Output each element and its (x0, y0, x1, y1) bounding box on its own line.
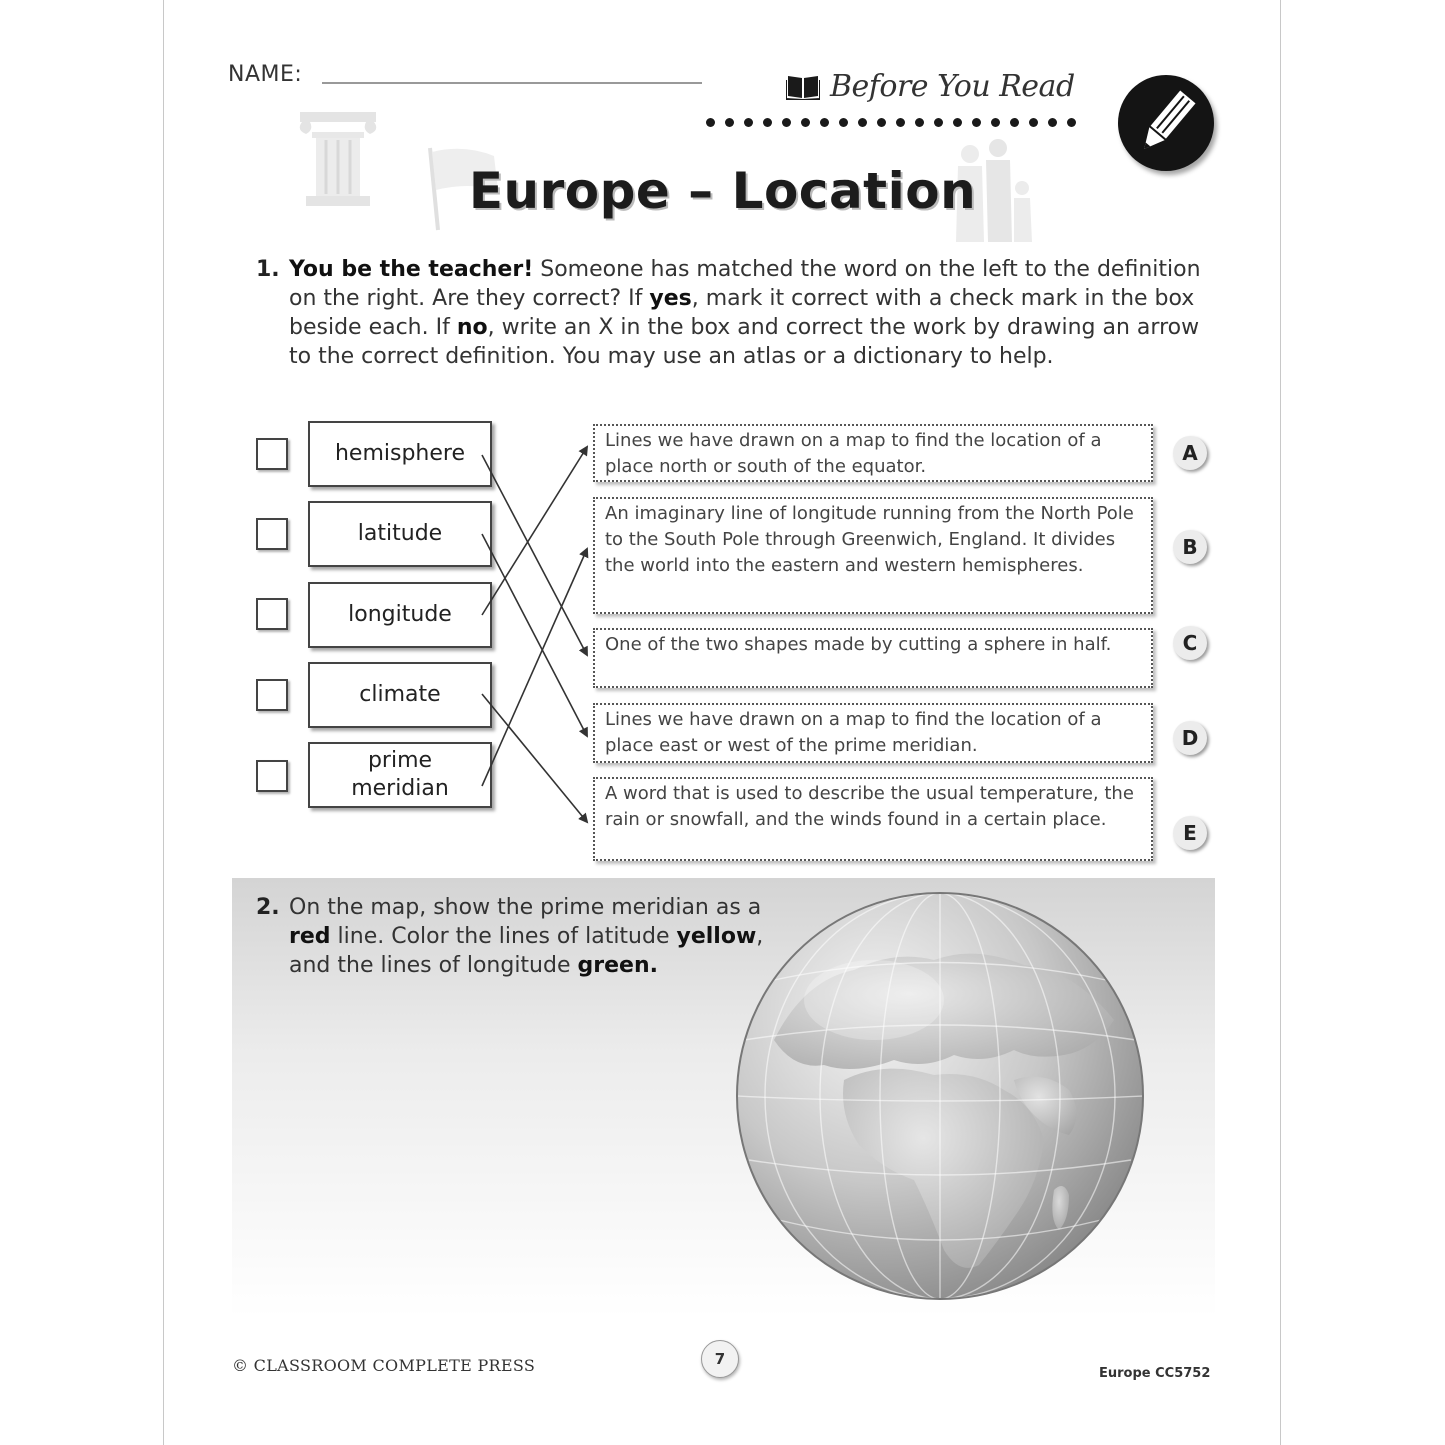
name-label: NAME: (228, 62, 303, 87)
arrow-hemisphere-to-c (482, 455, 587, 655)
definition-box-c: One of the two shapes made by cutting a sphere in half. (593, 628, 1153, 688)
word-box-climate: climate (308, 662, 492, 728)
letter-badge-b: B (1173, 530, 1207, 564)
question-2-text: On the map, show the prime meridian as a red line. Color the lines of latitude yellow, and the lines of longitude green. (289, 895, 764, 978)
letter-badge-a: A (1173, 436, 1207, 470)
letter-badge-d: D (1173, 721, 1207, 755)
definition-box-d: Lines we have drawn on a map to find the location of a place east or west of the prime meridian. (593, 703, 1153, 763)
question-1-text: You be the teacher! Someone has matched the word on the left to the definition on the right. Are they correct? If yes, mark it correct with a check mark in the box beside each. If no, write an X in the box and correct the work by drawing an arrow to the correct definition. You may use an atlas or a dictionary to help. (289, 257, 1201, 369)
word-box-latitude: latitude (308, 501, 492, 567)
section-label: Before You Read (830, 68, 1075, 104)
arrow-climate-to-e (482, 694, 587, 822)
page-number: 7 (701, 1340, 739, 1378)
word-box-hemisphere: hemisphere (308, 421, 492, 487)
letter-badge-c: C (1173, 626, 1207, 660)
letter-badge-e: E (1173, 816, 1207, 850)
page-title: Europe – Location (468, 162, 977, 220)
question-2-number: 2. (256, 895, 280, 920)
publisher-copyright: © CLASSROOM COMPLETE PRESS (232, 1356, 536, 1375)
definition-box-b: An imaginary line of longitude running from the North Pole to the South Pole through Greenwich, England. It divides the world into the eastern and western hemispheres. (593, 497, 1153, 614)
arrow-longitude-to-a (482, 447, 587, 615)
product-code: Europe CC5752 (1099, 1366, 1211, 1381)
globe-map[interactable] (734, 890, 1146, 1302)
definition-box-e: A word that is used to describe the usual temperature, the rain or snowfall, and the winds found in a certain place. (593, 777, 1153, 861)
arrow-prime-meridian-to-b (482, 549, 587, 786)
definition-box-a: Lines we have drawn on a map to find the location of a place north or south of the equator. (593, 424, 1153, 482)
word-box-prime-meridian: prime meridian (308, 742, 492, 808)
word-box-longitude: longitude (308, 582, 492, 648)
arrow-latitude-to-d (482, 534, 587, 736)
question-2 (256, 893, 776, 980)
question-1-number: 1. (256, 257, 280, 282)
